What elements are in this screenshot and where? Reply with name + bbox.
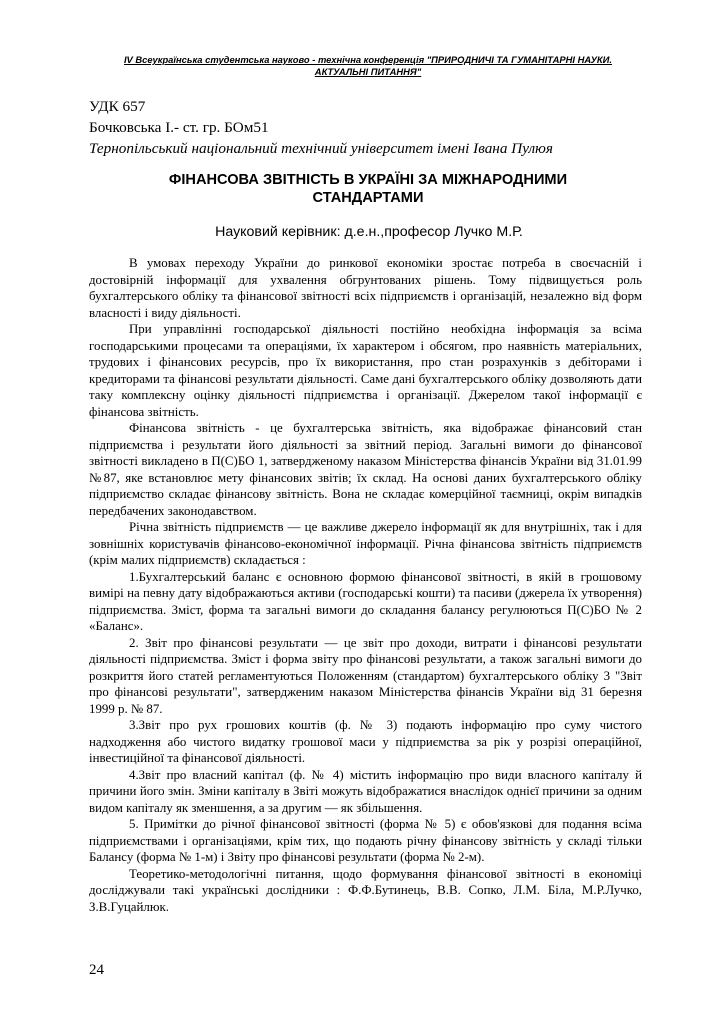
paragraph: При управлінні господарської діяльності постійно необхідна інформація за всіма господарськими процесами та операціями, їх характером і обсягом, про наявність матеріальних, трудових і фінансових ресурсів, про їх використання, про стан розрахунків з дебіторами і кредиторами та фінансові результати діяльності. Саме дані бухгалтерського обліку дозволяють дати таку комплексну оцінку діяльності підприємства і організації. Джерелом такої інформації є фінансова звітність.	[89, 322, 642, 419]
conference-header-line-2: АКТУАЛЬНІ ПИТАННЯ"	[314, 66, 422, 77]
author-line: Бочковська І.- ст. гр. БОм51	[89, 119, 269, 136]
paragraph: 4.Звіт про власний капітал (ф. № 4) містить інформацію про види власного капіталу й причини його змін. Зміни капіталу в Звіті можуть відображатися внаслідок однієї причини за одним видом капіталу як зменшення, а за другим — як збільшення.	[89, 767, 642, 815]
university-line: Тернопільський національний технічний університет імені Івана Пулюя	[89, 140, 553, 157]
paragraph: В умовах переходу України до ринкової економіки зростає потреба в своєчасній і достовірній інформації для ухвалення обгрунтованих рішень. Тому підвищується роль бухгалтерського обліку та фінансової звітності всіх підприємств і організацій, незалежно від форм власності і виду діяльності.	[89, 256, 642, 320]
article-title-line-1: ФІНАНСОВА ЗВІТНІСТЬ В УКРАЇНІ ЗА МІЖНАРОДНИМИ	[168, 172, 568, 188]
paragraph: Фінансова звітність - це бухгалтерська звітність, яка відображає фінансовий стан підприємства і результати його діяльності за звітний період. Загальні вимоги до фінансової звітності викладено в П(С)БО 1, затвердженому наказом Міністерства фінансів України від 31.01.99 №87, яке встановлює мету фінансових звітів; їх склад. На основі даних бухгалтерського обліку підприємство складає фінансову звітність. Вона не складає комерційної таємниці, окрім випадків передбачених законодавством.	[89, 421, 642, 518]
article-title	[120, 171, 616, 207]
paragraph: 3.Звіт про рух грошових коштів (ф. № 3) подають інформацію про суму чистого надходження або чистого видатку грошової маси у підприємства за рік у розрізі операційної, інвестиційної та фінансової діяльності.	[89, 718, 642, 765]
paragraph: Річна звітність підприємств — це важливе джерело інформації як для внутрішніх, так і для зовнішніх користувачів фінансово-економічної інформації. Річна фінансова звітність підприємств (крім малих підприємств) складається :	[89, 520, 642, 567]
paragraph: 1.Бухгалтерський баланс є основною формою фінансової звітності, в якій в грошовому вимірі на певну дату відображаються активи (господарські кошти) та пасиви (джерела їх утворення) підприємства. Зміст, форма та загальні вимоги до складання балансу регулюються П(С)БО № 2 «Баланс».	[89, 569, 642, 633]
article-body	[89, 255, 642, 915]
article-title-line-2: СТАНДАРТАМИ	[312, 190, 424, 206]
paragraph: 5. Примітки до річної фінансової звітності (форма № 5) є обов'язкові для подання всіма підприємствами і організаціями, крім тих, що подають річну фінансову звітність у складі тільки Балансу (форма № 1-м) і Звіту про фінансові результати (форма № 2-м).	[89, 817, 642, 864]
paragraph: Теоретико-методологічні питання, щодо формування фінансової звітності в економіці досліджували такі українські дослідники : Ф.Ф.Бутинець, В.В. Сопко, Л.М. Біла, М.Р.Лучко, З.В.Гуцайлюк.	[89, 866, 642, 914]
conference-header-line-1: IV Всеукраїнська студентська науково - технічна конференція "ПРИРОДНИЧІ ТА ГУМАНІТАРНІ НАУКИ.	[123, 54, 613, 65]
udc-code: УДК 657	[89, 98, 146, 115]
supervisor-line: Науковий керівник: д.е.н.,професор Лучко М.Р.	[215, 224, 523, 240]
page-number: 24	[89, 962, 104, 978]
conference-header	[96, 54, 640, 78]
paragraph: 2. Звіт про фінансові результати — це звіт про доходи, витрати і фінансові результати діяльності підприємства. Зміст і форма звіту про фінансові результати, а також загальні вимоги до розкриття його статей регламентуються Положенням (стандартом) бухгалтерського обліку 3 "Звіт про фінансові результати", затвердженим наказом Міністерства фінансів України від 31 березня 1999 р. № 87.	[89, 635, 642, 716]
article-meta	[89, 96, 649, 159]
